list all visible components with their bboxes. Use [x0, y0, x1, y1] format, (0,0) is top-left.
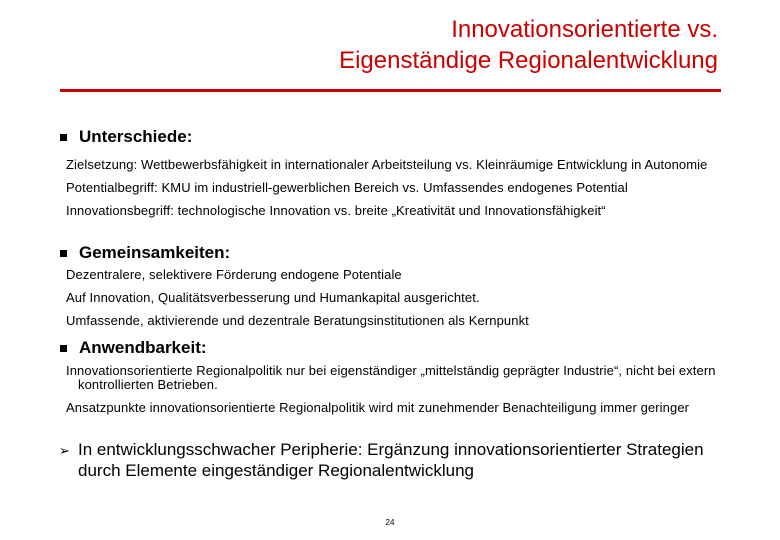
heading-text: Anwendbarkeit:	[79, 338, 207, 357]
arrow-bullet-icon: ➢	[59, 444, 70, 459]
list-item: Potentialbegriff: KMU im industriell-gewerblichen Bereich vs. Umfassendes endogenes Potential	[66, 180, 628, 195]
square-bullet-icon	[60, 250, 67, 257]
list-item: Dezentralere, selektivere Förderung endogene Potentiale	[66, 267, 402, 282]
page-number: 24	[385, 518, 395, 527]
title-line-1: Innovationsorientierte vs.	[451, 16, 718, 43]
title-line-2: Eigenständige Regionalentwicklung	[339, 47, 718, 74]
section-anwendbarkeit	[60, 337, 740, 415]
section-heading	[60, 126, 740, 147]
heading-text: Gemeinsamkeiten:	[79, 243, 231, 262]
list-item: Auf Innovation, Qualitätsverbesserung und Humankapital ausgerichtet.	[66, 290, 480, 305]
square-bullet-icon	[60, 134, 67, 141]
section-gemeinsamkeiten	[60, 242, 740, 328]
section-heading	[60, 439, 720, 481]
square-bullet-icon	[60, 345, 67, 352]
list-item: Zielsetzung: Wettbewerbsfähigkeit in internationaler Arbeitsteilung vs. Kleinräumige Entwicklung in Autonomie	[66, 157, 708, 172]
section-peripherie	[60, 439, 720, 481]
section-heading	[60, 242, 740, 263]
heading-text: Unterschiede:	[79, 127, 193, 146]
section-unterschiede	[60, 126, 740, 218]
title-divider	[60, 89, 721, 92]
list-item: Umfassende, aktivierende und dezentrale Beratungsinstitutionen als Kernpunkt	[66, 313, 529, 328]
list-item: Innovationsorientierte Regionalpolitik nur bei eigenständiger „mittelständig geprägter Industrie“, nicht bei extern kontrollierten Betrieben.	[66, 363, 716, 392]
section-heading	[60, 337, 740, 358]
list-item: Ansatzpunkte innovationsorientierte Regionalpolitik wird mit zunehmender Benachteiligung immer geringer	[66, 400, 690, 415]
list-item: Innovationsbegriff: technologische Innovation vs. breite „Kreativität und Innovationsfähigkeit“	[66, 203, 606, 218]
heading-text: In entwicklungsschwacher Peripherie: Ergänzung innovationsorientierter Strategien durch Elemente eingeständiger Regionalentwicklung	[78, 440, 704, 480]
slide-title	[118, 14, 718, 76]
